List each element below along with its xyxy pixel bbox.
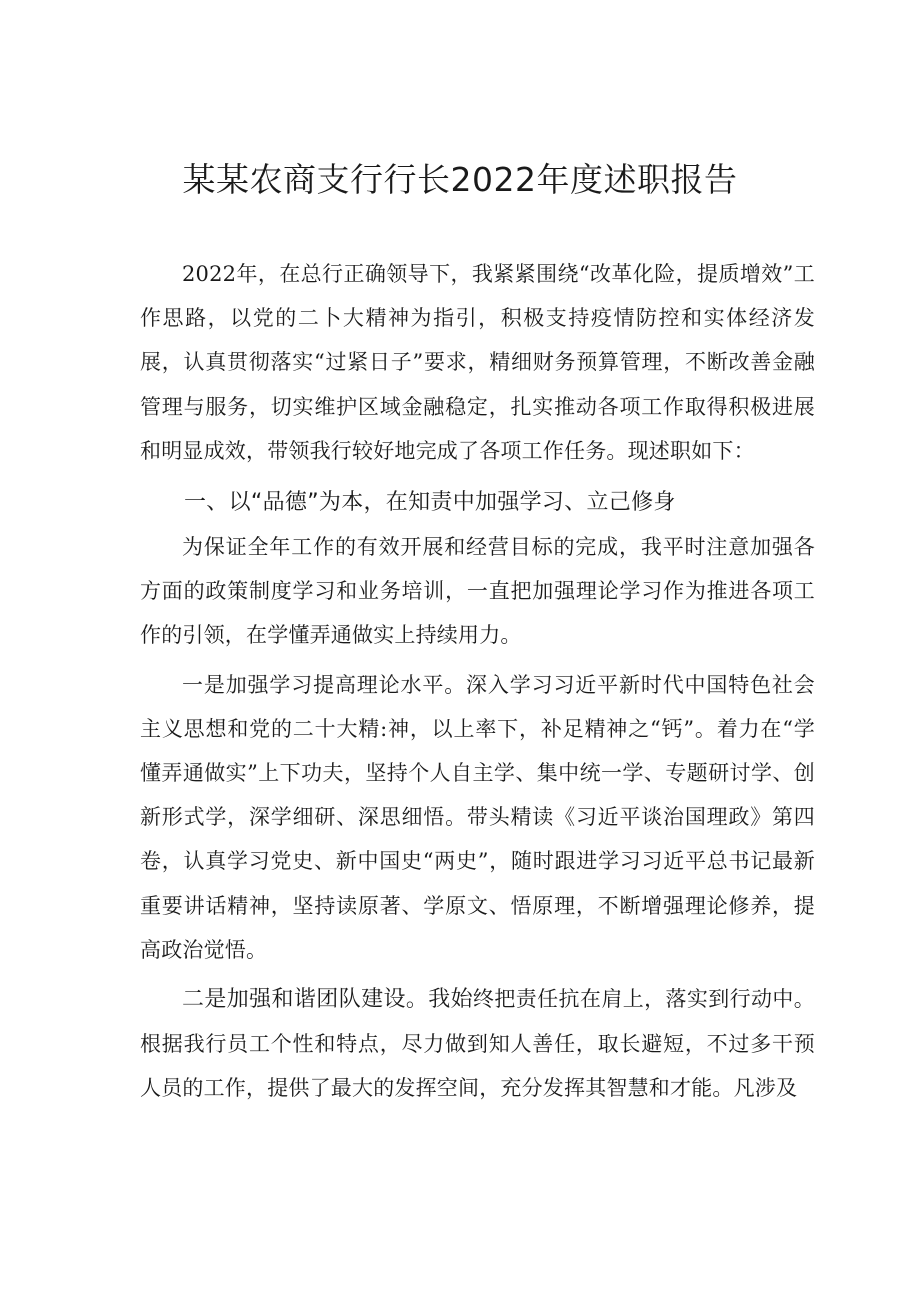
point-2-paragraph xyxy=(140,977,815,1111)
intro-paragraph: 2022年，在总行正确领导下，我紧紧围绕“改革化险，提质增效”工作思路，以党的二卜大精神为指引，积极支持疫情防控和实体经济发展，认真贯彻落实“过紧日子”要求，精细财务预算管理，不断改善金融管理与服务，切实维护区域金融稳定，扎实推动各项工作取得积极进展和明显成效，带领我行较好地完成了各项工作任务。现述职如下： xyxy=(140,262,815,463)
section-1-heading: 一、以“品德”为本，在知责中加强学习、立己修身 xyxy=(184,490,676,516)
point-1-paragraph: 一是加强学习提高理论水平。深入学习习近平新时代中国特色社会主义思想和党的二十大精:神，以上率下，补足精神之“钙”。着力在“学懂弄通做实”上下功夫，坚持个人自主学、集中统一学、专题研讨学、创新形式学，深学细研、深思细悟。带头精读《习近平谈治国理政》第四卷，认真学习党史、新中国史“两史”，随时跟进学习习近平总书记最新重要讲话精神，坚持读原著、学原文、悟原理，不断增强理论修养，提高政治觉悟。 xyxy=(140,672,815,962)
point-2-text: 终把责任抗在肩上，落实到行动中。根据我行员工个性和特点，尽力做到知人善任，取长避短，不过多干预人员的工作，提供了最大的发挥空间，充分发挥其智慧和才能。凡涉及 xyxy=(140,987,815,1101)
point-2-lead: 二是加强和谐团队建设。我始 xyxy=(182,987,474,1013)
document-body xyxy=(140,252,815,1111)
section-1-paragraph: 为保证全年工作的有效开展和经营目标的完成，我平时注意加强各方面的政策制度学习和业务培训，一直把加强理论学习作为推进各项工作的引领，在学懂弄通做实上持续用力。 xyxy=(140,535,815,648)
document-title: 某某农商支行行长2022年度述职报告 xyxy=(182,160,738,199)
